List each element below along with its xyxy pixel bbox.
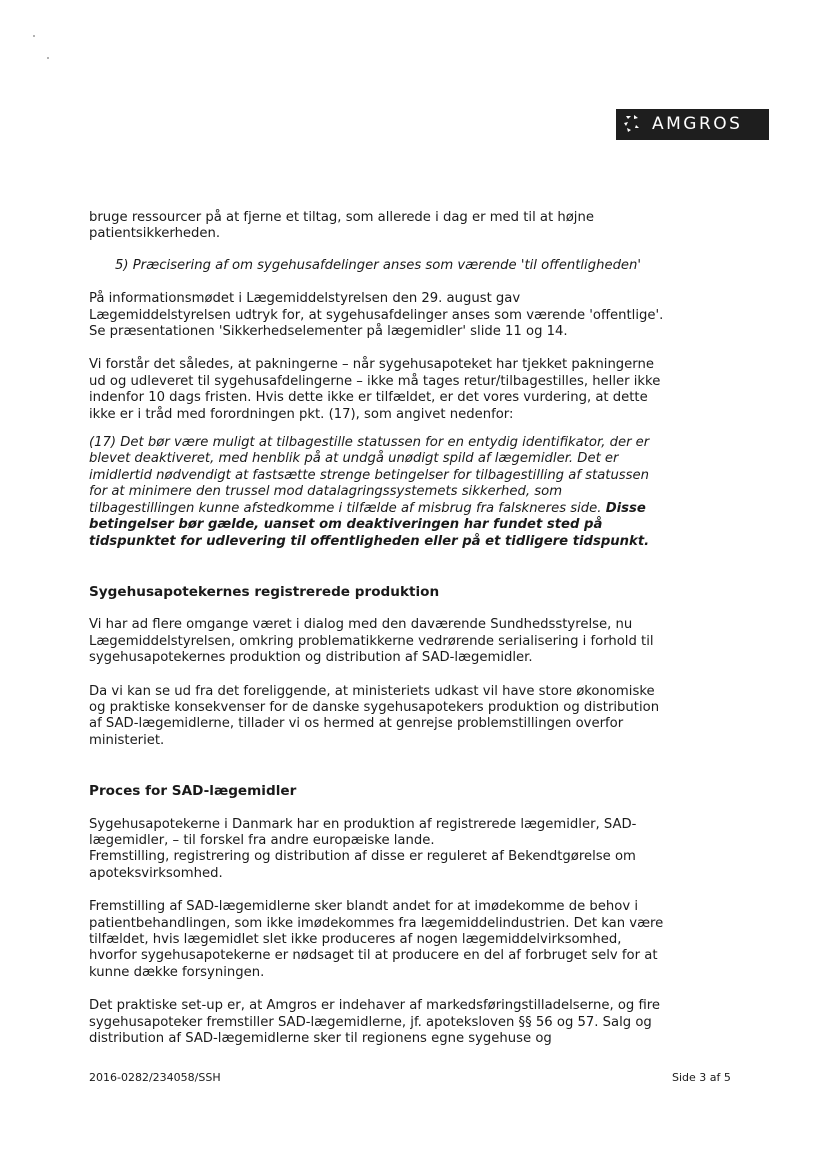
letter-body: [89, 210, 664, 1047]
paragraph: Sygehusapotekerne i Danmark har en produktion af registrerede lægemidler, SAD-lægemidler, – til forskel fra andre europæiske lande.: [89, 816, 637, 848]
paragraph: Fremstilling af SAD-lægemidlerne sker blandt andet for at imødekomme de behov i patientbehandlingen, som ikke imødekommes fra lægemiddelindustrien. Det kan være tilfældet, hvis lægemidlet slet ikke produceres af nogen lægemiddelvirksomhed, hvorfor sygehusapotekerne er nødsaget til at producere en del af forbruget selv for at kunne dække forsyningen.: [89, 899, 664, 980]
scan-speck: [33, 35, 35, 37]
quote-italic-text: (17) Det bør være muligt at tilbagestille statussen for en entydig identifikator, der er blevet deaktiveret, med henblik på at undgå unødigt spild af lægemidler. Det er imidlertid nødvendigt at fastsætte strenge betingelser for tilbagestilling af statussen for at minimere den trussel mod datalagringssystemets sikkerhed, som tilbagestillingen kunne afstedkomme i tilfælde af misbrug fra falskneres side.: [89, 435, 650, 516]
numbered-point-5: 5) Præcisering af om sygehusafdelinger anses som værende 'til offentligheden': [115, 257, 642, 273]
scan-speck: [47, 57, 49, 59]
paragraph: bruge ressourcer på at fjerne et tiltag, som allerede i dag er med til at højne patientsikkerheden.: [89, 210, 594, 242]
paragraph: Fremstilling, registrering og distribution af disse er reguleret af Bekendtgørelse om apoteksvirksomhed.: [89, 849, 636, 881]
amgros-logo-mark-icon: [622, 113, 642, 135]
amgros-logo-text: AMGROS: [652, 114, 743, 134]
paragraph: Det praktiske set-up er, at Amgros er indehaver af markedsføringstilladelserne, og fire sygehusapoteker fremstiller SAD-lægemidlerne, jf. apoteksloven §§ 56 og 57. Salg og distribution af SAD-lægemidlerne sker til regionens egne sygehuse og: [89, 998, 661, 1047]
quote-bold-text: Disse betingelser bør gælde, uanset om deaktiveringen har fundet sted på tidspunktet for udlevering til offentligheden eller på et tidligere tidspunkt.: [89, 500, 650, 549]
paragraph: Vi forstår det således, at pakningerne – når sygehusapoteket har tjekket pakningerne ud og udleveret til sygehusafdelingerne – ikke må tages retur/tilbagestilles, heller ikke indenfor 10 dags fristen. Hvis dette ikke er tilfældet, er det vores vurdering, at dette ikke er i tråd med forordningen pkt. (17), som angivet nedenfor:: [89, 357, 661, 422]
paragraph: Da vi kan se ud fra det foreliggende, at ministeriets udkast vil have store økonomiske og praktiske konsekvenser for de danske sygehusapotekers produktion og distribution af SAD-lægemidlerne, tillader vi os hermed at genrejse problemstillingen overfor ministeriet.: [89, 683, 660, 748]
amgros-logo: [616, 109, 769, 140]
section-heading: Sygehusapotekernes registrerede produktion: [89, 583, 440, 600]
paragraph: Vi har ad flere omgange været i dialog med den daværende Sundhedsstyrelse, nu Lægemiddelstyrelsen, omkring problematikkerne vedrørende serialisering i forhold til sygehusapotekernes produktion og distribution af SAD-lægemidler.: [89, 617, 654, 666]
section-heading: Proces for SAD-lægemidler: [89, 783, 297, 800]
regulation-quote: [89, 435, 664, 550]
page-number: Side 3 af 5: [672, 1071, 731, 1084]
document-reference: 2016-0282/234058/SSH: [89, 1071, 221, 1084]
paragraph: På informationsmødet i Lægemiddelstyrelsen den 29. august gav Lægemiddelstyrelsen udtryk for, at sygehusafdelinger anses som værende 'offentlige'. Se præsentationen 'Sikkerhedselementer på lægemidler' slide 11 og 14.: [89, 291, 664, 340]
